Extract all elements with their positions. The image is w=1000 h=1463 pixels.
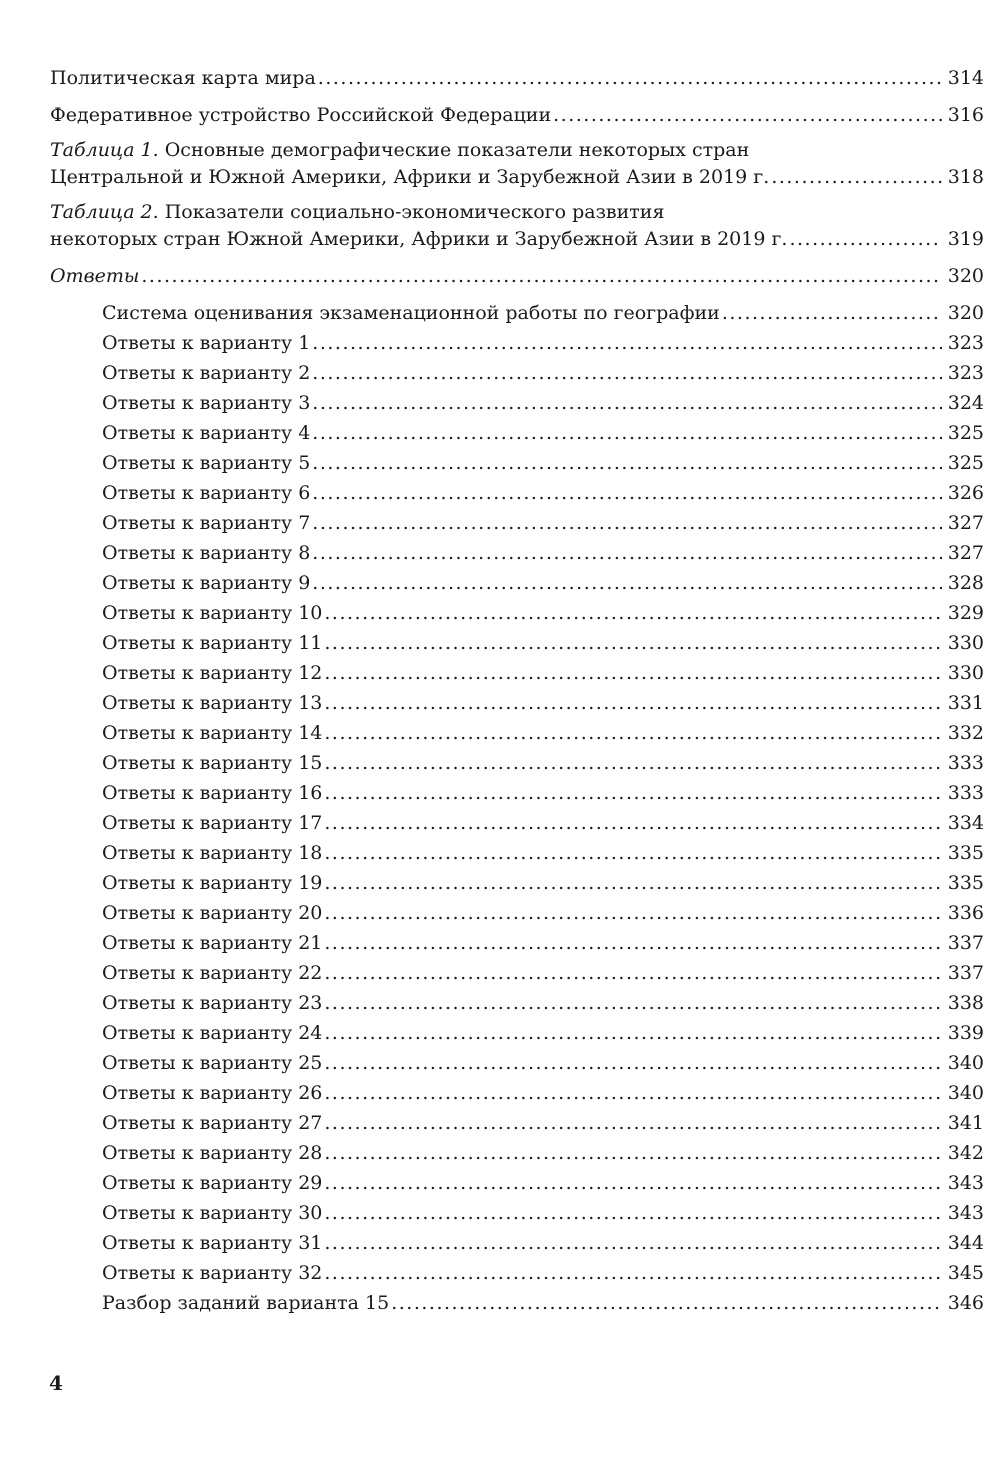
toc-entry-label: Таблица 1. xyxy=(50,139,159,161)
toc-subentry[interactable] xyxy=(50,659,984,688)
toc-subentry-title: Ответы к варианту 15 xyxy=(102,752,323,774)
toc-subentry-page: 333 xyxy=(947,752,984,774)
toc-subentry-page: 325 xyxy=(947,452,984,474)
toc-subentry[interactable] xyxy=(50,719,984,748)
toc-subentry[interactable] xyxy=(50,479,984,508)
toc-entry-title: Политическая карта мира xyxy=(50,67,316,89)
toc-subentry-page: 320 xyxy=(947,302,984,324)
toc-entry-row xyxy=(50,225,984,254)
toc-entry-title: Ответы xyxy=(50,265,140,287)
toc-entry-title: Показатели социально-экономического развития xyxy=(158,201,665,223)
toc-subentry-page: 323 xyxy=(947,332,984,354)
toc-entry-table-1[interactable] xyxy=(50,138,984,192)
toc-subentry[interactable] xyxy=(50,1049,984,1078)
toc-leader-dots xyxy=(324,779,941,808)
toc-subentry-page: 330 xyxy=(947,662,984,684)
toc-subentry-title: Ответы к варианту 21 xyxy=(102,932,323,954)
toc-leader-dots xyxy=(324,1169,941,1198)
toc-subentry-page: 343 xyxy=(947,1172,984,1194)
toc-subentry-page: 331 xyxy=(947,692,984,714)
toc-subentry[interactable] xyxy=(50,509,984,538)
toc-entry-page: 319 xyxy=(947,228,984,250)
toc-subentry-page: 341 xyxy=(947,1112,984,1134)
toc-entry-row xyxy=(50,163,984,192)
toc-subentry-page: 329 xyxy=(947,602,984,624)
page-number: 4 xyxy=(49,1371,63,1395)
toc-leader-dots xyxy=(312,389,941,418)
toc-entry-title-line xyxy=(50,138,984,163)
toc-subentry[interactable] xyxy=(50,899,984,928)
toc-subentry[interactable] xyxy=(50,1169,984,1198)
toc-subentry[interactable] xyxy=(50,689,984,718)
toc-subentry-page: 328 xyxy=(947,572,984,594)
toc-entry-label: Таблица 2. xyxy=(50,201,159,223)
toc-subentry-page: 346 xyxy=(947,1292,984,1314)
toc-subentry-page: 336 xyxy=(947,902,984,924)
toc-subentry-title: Ответы к варианту 18 xyxy=(102,842,323,864)
toc-subentry-page: 334 xyxy=(947,812,984,834)
toc-leader-dots xyxy=(312,419,941,448)
toc-subentry-title: Ответы к варианту 5 xyxy=(102,452,311,474)
toc-leader-dots xyxy=(324,1019,941,1048)
toc-leader-dots xyxy=(324,1199,941,1228)
toc-leader-dots xyxy=(141,262,941,291)
toc-subentry-page: 327 xyxy=(947,512,984,534)
toc-leader-dots xyxy=(324,1079,941,1108)
toc-entry-title: Федеративное устройство Российской Федерации xyxy=(50,104,552,126)
toc-subentry-title: Ответы к варианту 14 xyxy=(102,722,323,744)
toc-subentry[interactable] xyxy=(50,1199,984,1228)
toc-subentry-page: 340 xyxy=(947,1052,984,1074)
toc-subentry[interactable] xyxy=(50,839,984,868)
toc-leader-dots xyxy=(312,359,941,388)
toc-leader-dots xyxy=(324,749,941,778)
toc-entry-page: 318 xyxy=(947,166,984,188)
toc-subentry[interactable] xyxy=(50,959,984,988)
toc-subentry[interactable] xyxy=(50,329,984,358)
toc-answers-sublist xyxy=(50,299,984,1318)
toc-subentry[interactable] xyxy=(50,1109,984,1138)
toc-leader-dots xyxy=(324,1049,941,1078)
toc-subentry[interactable] xyxy=(50,599,984,628)
toc-subentry[interactable] xyxy=(50,449,984,478)
toc-entry-title: Основные демографические показатели некоторых стран xyxy=(158,139,750,161)
toc-subentry-page: 338 xyxy=(947,992,984,1014)
toc-subentry[interactable] xyxy=(50,419,984,448)
toc-subentry-page: 345 xyxy=(947,1262,984,1284)
toc-subentry-page: 335 xyxy=(947,842,984,864)
toc-subentry[interactable] xyxy=(50,1229,984,1258)
toc-subentry-page: 340 xyxy=(947,1082,984,1104)
toc-subentry-page: 323 xyxy=(947,362,984,384)
toc-subentry[interactable] xyxy=(50,989,984,1018)
toc-subentry[interactable] xyxy=(50,1019,984,1048)
toc-leader-dots xyxy=(312,479,941,508)
toc-subentry-title: Ответы к варианту 32 xyxy=(102,1262,323,1284)
toc-subentry-title: Ответы к варианту 10 xyxy=(102,602,323,624)
toc-subentry-title: Ответы к варианту 2 xyxy=(102,362,311,384)
toc-leader-dots xyxy=(324,809,941,838)
toc-leader-dots xyxy=(318,64,942,93)
toc-subentry-page: 333 xyxy=(947,782,984,804)
toc-leader-dots xyxy=(324,599,941,628)
toc-subentry-title: Ответы к варианту 26 xyxy=(102,1082,323,1104)
toc-entry-title-cont: некоторых стран Южной Америки, Африки и Зарубежной Азии в 2019 г. xyxy=(50,228,788,250)
toc-subentry-title: Ответы к варианту 4 xyxy=(102,422,311,444)
toc-leader-dots xyxy=(324,839,941,868)
toc-subentry-title: Ответы к варианту 29 xyxy=(102,1172,323,1194)
toc-subentry-page: 326 xyxy=(947,482,984,504)
toc-leader-dots xyxy=(789,225,941,254)
toc-subentry-page: 330 xyxy=(947,632,984,654)
toc-leader-dots xyxy=(324,929,941,958)
toc-subentry[interactable] xyxy=(50,1079,984,1108)
toc-subentry[interactable] xyxy=(50,359,984,388)
toc-entry-title-line xyxy=(50,200,984,225)
toc-subentry-page: 327 xyxy=(947,542,984,564)
toc-subentry-title: Ответы к варианту 6 xyxy=(102,482,311,504)
toc-subentry[interactable] xyxy=(50,1259,984,1288)
toc-leader-dots xyxy=(391,1289,942,1318)
toc-subentry[interactable] xyxy=(50,629,984,658)
toc-subentry[interactable] xyxy=(50,389,984,418)
toc-subentry-title: Ответы к варианту 1 xyxy=(102,332,311,354)
toc-subentry[interactable] xyxy=(50,779,984,808)
toc-subentry-title: Ответы к варианту 31 xyxy=(102,1232,323,1254)
toc-subentry-title: Ответы к варианту 24 xyxy=(102,1022,323,1044)
toc-entry-title-cont: Центральной и Южной Америки, Африки и Зарубежной Азии в 2019 г. xyxy=(50,166,770,188)
toc-leader-dots xyxy=(324,1109,941,1138)
toc-subentry[interactable] xyxy=(50,869,984,898)
toc-subentry-page: 342 xyxy=(947,1142,984,1164)
toc-entry-page: 316 xyxy=(947,104,984,126)
toc-leader-dots xyxy=(324,869,941,898)
toc-leader-dots xyxy=(722,299,942,328)
toc-leader-dots xyxy=(324,989,941,1018)
toc-subentry-title: Ответы к варианту 8 xyxy=(102,542,311,564)
toc-entry-page: 314 xyxy=(947,67,984,89)
toc-subentry-title: Ответы к варианту 20 xyxy=(102,902,323,924)
toc-subentry-title: Ответы к варианту 27 xyxy=(102,1112,323,1134)
toc-subentry-title: Ответы к варианту 28 xyxy=(102,1142,323,1164)
toc-subentry-page: 343 xyxy=(947,1202,984,1224)
toc-subentry-page: 335 xyxy=(947,872,984,894)
toc-subentry-title: Ответы к варианту 3 xyxy=(102,392,311,414)
toc-subentry-title: Ответы к варианту 12 xyxy=(102,662,323,684)
toc-subentry[interactable] xyxy=(50,1289,984,1318)
toc-entry-answers[interactable] xyxy=(50,262,984,291)
toc-subentry[interactable] xyxy=(50,539,984,568)
toc-leader-dots xyxy=(324,659,941,688)
toc-leader-dots xyxy=(312,329,941,358)
toc-entry-political-map[interactable] xyxy=(50,64,984,93)
toc-leader-dots xyxy=(312,509,941,538)
toc-leader-dots xyxy=(312,449,941,478)
toc-entry-page: 320 xyxy=(947,265,984,287)
toc-leader-dots xyxy=(324,629,941,658)
toc-subentry[interactable] xyxy=(50,569,984,598)
toc-subentry-title: Разбор заданий варианта 15 xyxy=(102,1292,390,1314)
toc-subentry-page: 339 xyxy=(947,1022,984,1044)
toc-entry-table-2[interactable] xyxy=(50,200,984,254)
toc-leader-dots xyxy=(324,689,941,718)
toc-subentry-title: Ответы к варианту 16 xyxy=(102,782,323,804)
toc-subentry-title: Ответы к варианту 25 xyxy=(102,1052,323,1074)
toc-subentry[interactable] xyxy=(50,1139,984,1168)
toc-subentry[interactable] xyxy=(50,749,984,778)
toc-leader-dots xyxy=(771,163,941,192)
toc-subentry-page: 324 xyxy=(947,392,984,414)
toc-subentry[interactable] xyxy=(50,929,984,958)
toc-leader-dots xyxy=(324,959,941,988)
toc-subentry-page: 325 xyxy=(947,422,984,444)
toc-subentry-title: Ответы к варианту 7 xyxy=(102,512,311,534)
toc-subentry[interactable] xyxy=(50,299,984,328)
toc-subentry-title: Ответы к варианту 23 xyxy=(102,992,323,1014)
table-of-contents xyxy=(50,64,984,1319)
toc-subentry-title: Ответы к варианту 30 xyxy=(102,1202,323,1224)
toc-leader-dots xyxy=(324,1139,941,1168)
toc-subentry-title: Ответы к варианту 17 xyxy=(102,812,323,834)
toc-subentry-title: Ответы к варианту 13 xyxy=(102,692,323,714)
toc-leader-dots xyxy=(553,101,942,130)
toc-subentry[interactable] xyxy=(50,809,984,838)
toc-leader-dots xyxy=(324,899,941,928)
toc-entry-federal-structure[interactable] xyxy=(50,101,984,130)
toc-subentry-page: 337 xyxy=(947,932,984,954)
toc-leader-dots xyxy=(324,1259,941,1288)
toc-leader-dots xyxy=(312,539,941,568)
toc-subentry-title: Ответы к варианту 9 xyxy=(102,572,311,594)
toc-subentry-title: Ответы к варианту 11 xyxy=(102,632,323,654)
toc-leader-dots xyxy=(312,569,941,598)
toc-leader-dots xyxy=(324,719,941,748)
toc-subentry-title: Ответы к варианту 22 xyxy=(102,962,323,984)
toc-subentry-title: Ответы к варианту 19 xyxy=(102,872,323,894)
toc-subentry-page: 332 xyxy=(947,722,984,744)
toc-subentry-title: Система оценивания экзаменационной работы по географии xyxy=(102,302,720,324)
toc-subentry-page: 337 xyxy=(947,962,984,984)
toc-subentry-page: 344 xyxy=(947,1232,984,1254)
toc-leader-dots xyxy=(324,1229,941,1258)
